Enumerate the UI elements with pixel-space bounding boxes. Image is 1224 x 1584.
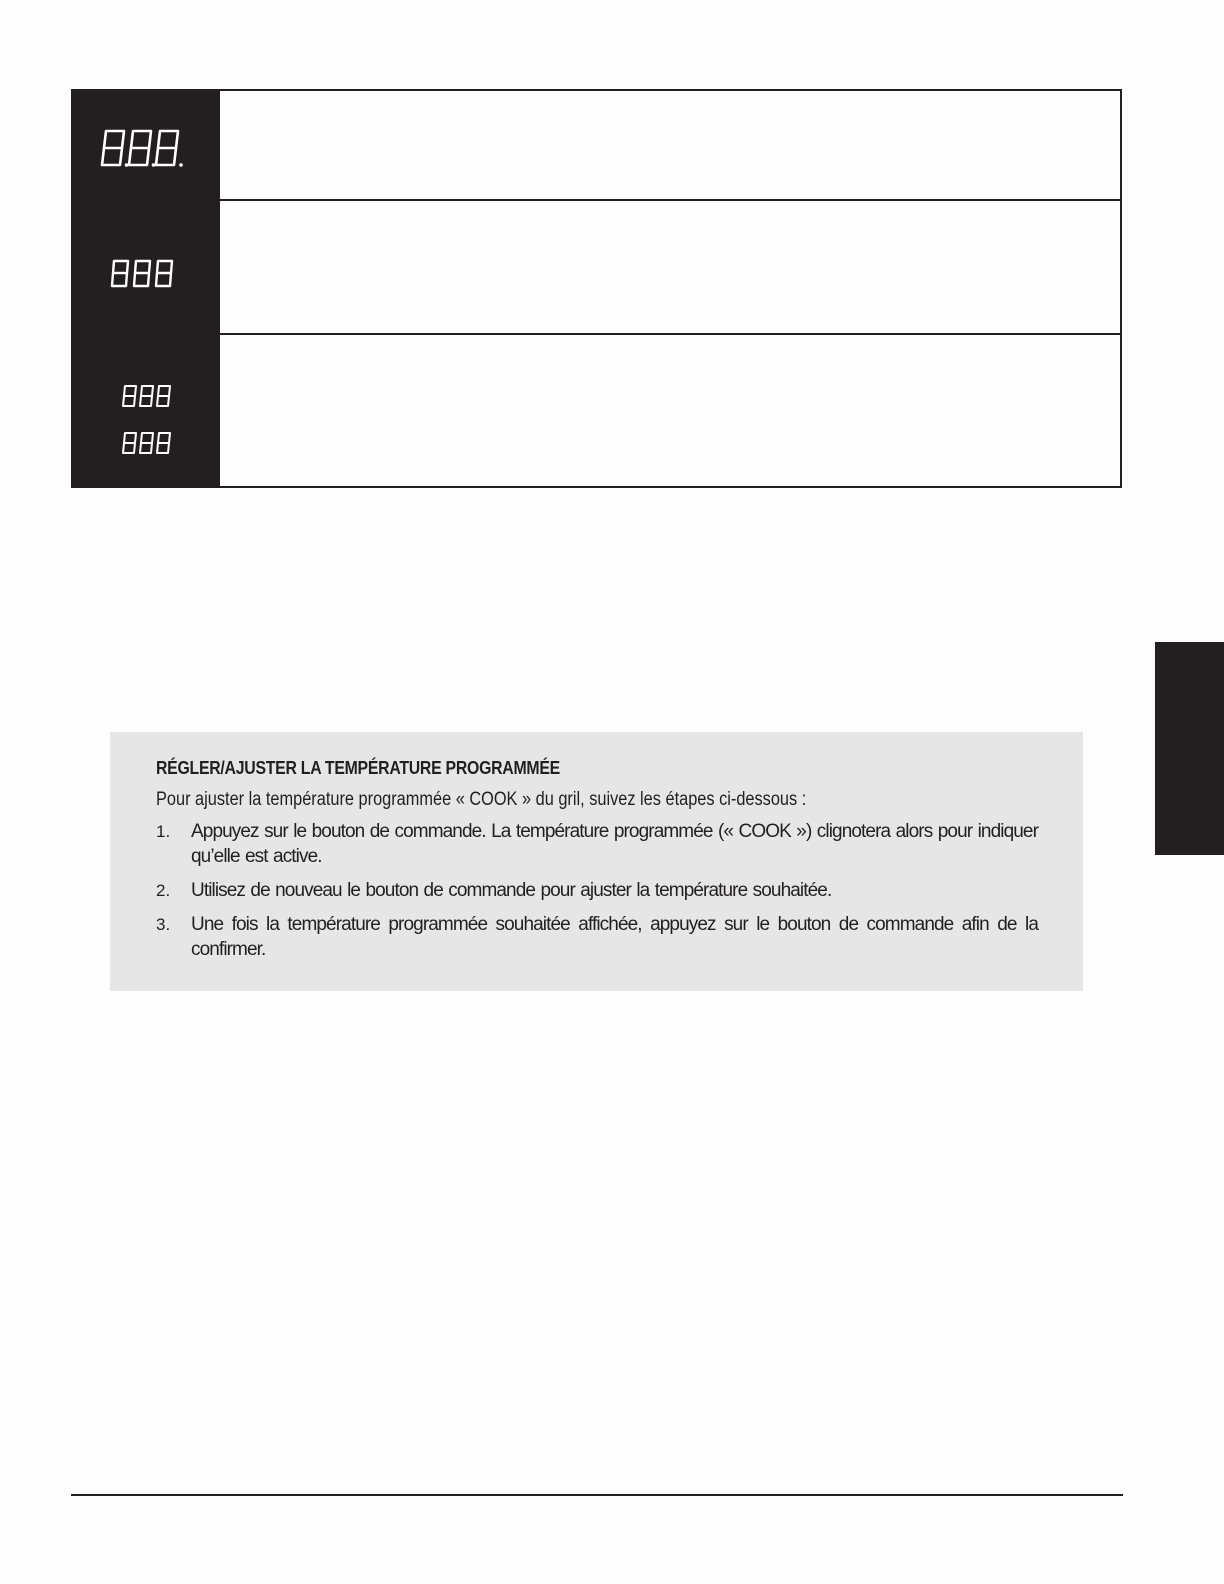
steps-list	[156, 819, 1038, 962]
display-table	[71, 89, 1122, 488]
side-section-tab	[1155, 642, 1224, 855]
description-column	[220, 91, 1120, 486]
step-text: Une fois la température programmée souhaitée affichée, appuyez sur le bouton de commande afin de la confirmer.	[191, 914, 1038, 960]
info-box-title: RÉGLER/AJUSTER LA TEMPÉRATURE PROGRAMMÉE	[156, 758, 560, 778]
step-number: 1.	[156, 822, 171, 841]
step-number: 2.	[156, 881, 171, 900]
description-cell-2	[220, 201, 1120, 335]
step-text: Appuyez sur le bouton de commande. La température programmée (« COOK ») clignotera alors pour indiquer qu’elle est active.	[191, 821, 1038, 867]
step-item	[156, 912, 1038, 962]
info-box	[110, 732, 1083, 991]
description-cell-3	[220, 335, 1120, 486]
seven-segment-display-upper-icon	[121, 384, 177, 410]
step-number: 3.	[156, 915, 171, 934]
seven-segment-display-large-icon	[100, 128, 190, 170]
description-cell-1	[220, 91, 1120, 201]
step-text: Utilisez de nouveau le bouton de commande pour ajuster la température souhaitée.	[191, 880, 832, 901]
footer-rule	[71, 1494, 1123, 1496]
step-item	[156, 878, 1038, 903]
info-box-intro: Pour ajuster la température programmée « COOK » du gril, suivez les étapes ci-dessous :	[156, 789, 807, 810]
step-item	[156, 819, 1038, 869]
seven-segment-display-medium-icon	[109, 258, 179, 290]
seven-segment-display-lower-icon	[121, 431, 177, 457]
